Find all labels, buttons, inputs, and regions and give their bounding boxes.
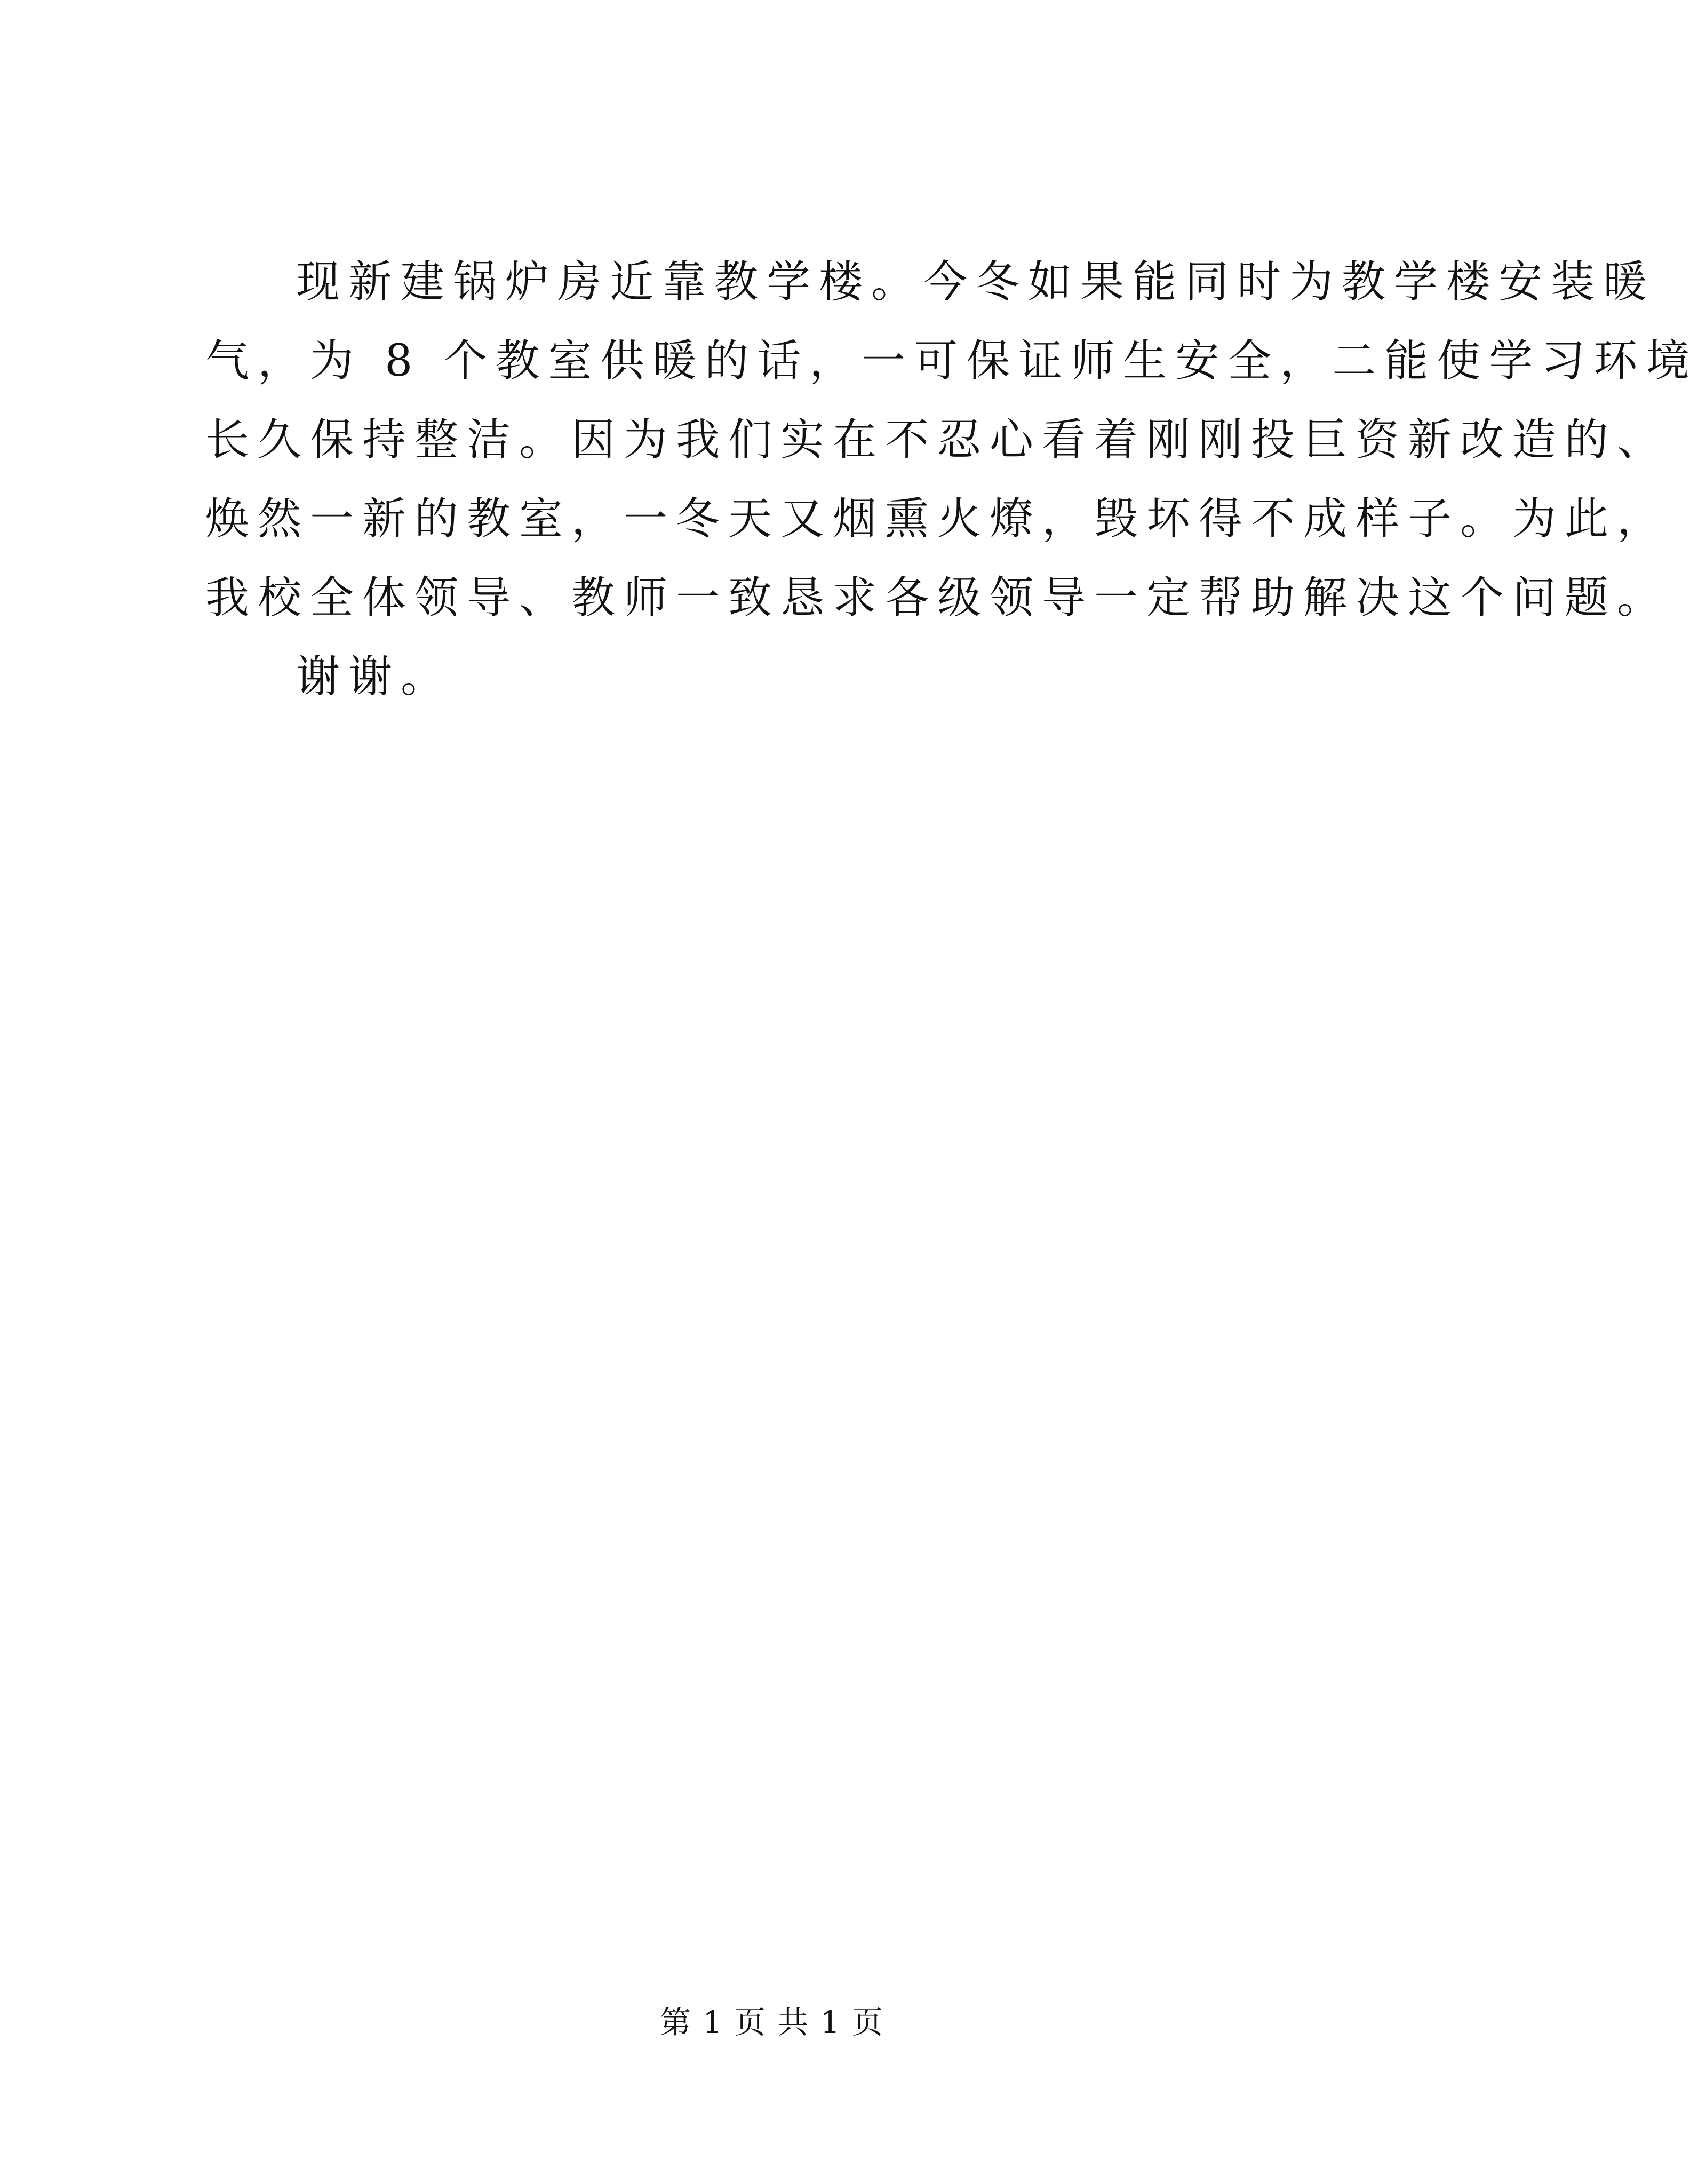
paragraph-line-4: 焕然一新的教室，一冬天又烟熏火燎，毁坏得不成样子。为此，	[205, 494, 1670, 544]
paragraph-line-2: 气，为 8 个教室供暖的话，一可保证师生安全，二能使学习环境	[205, 336, 1698, 386]
paragraph-line-5: 我校全体领导、教师一致恳求各级领导一定帮助解决这个问题。	[205, 573, 1670, 623]
closing-line: 谢谢。	[296, 652, 453, 702]
document-body	[205, 243, 1698, 717]
paragraph-line-1: 现新建锅炉房近靠教学楼。今冬如果能同时为教学楼安装暖	[296, 257, 1656, 307]
page-footer: 第 1 页 共 1 页	[660, 2004, 884, 2040]
paragraph-line-3: 长久保持整洁。因为我们实在不忍心看着刚刚投巨资新改造的、	[205, 415, 1670, 465]
